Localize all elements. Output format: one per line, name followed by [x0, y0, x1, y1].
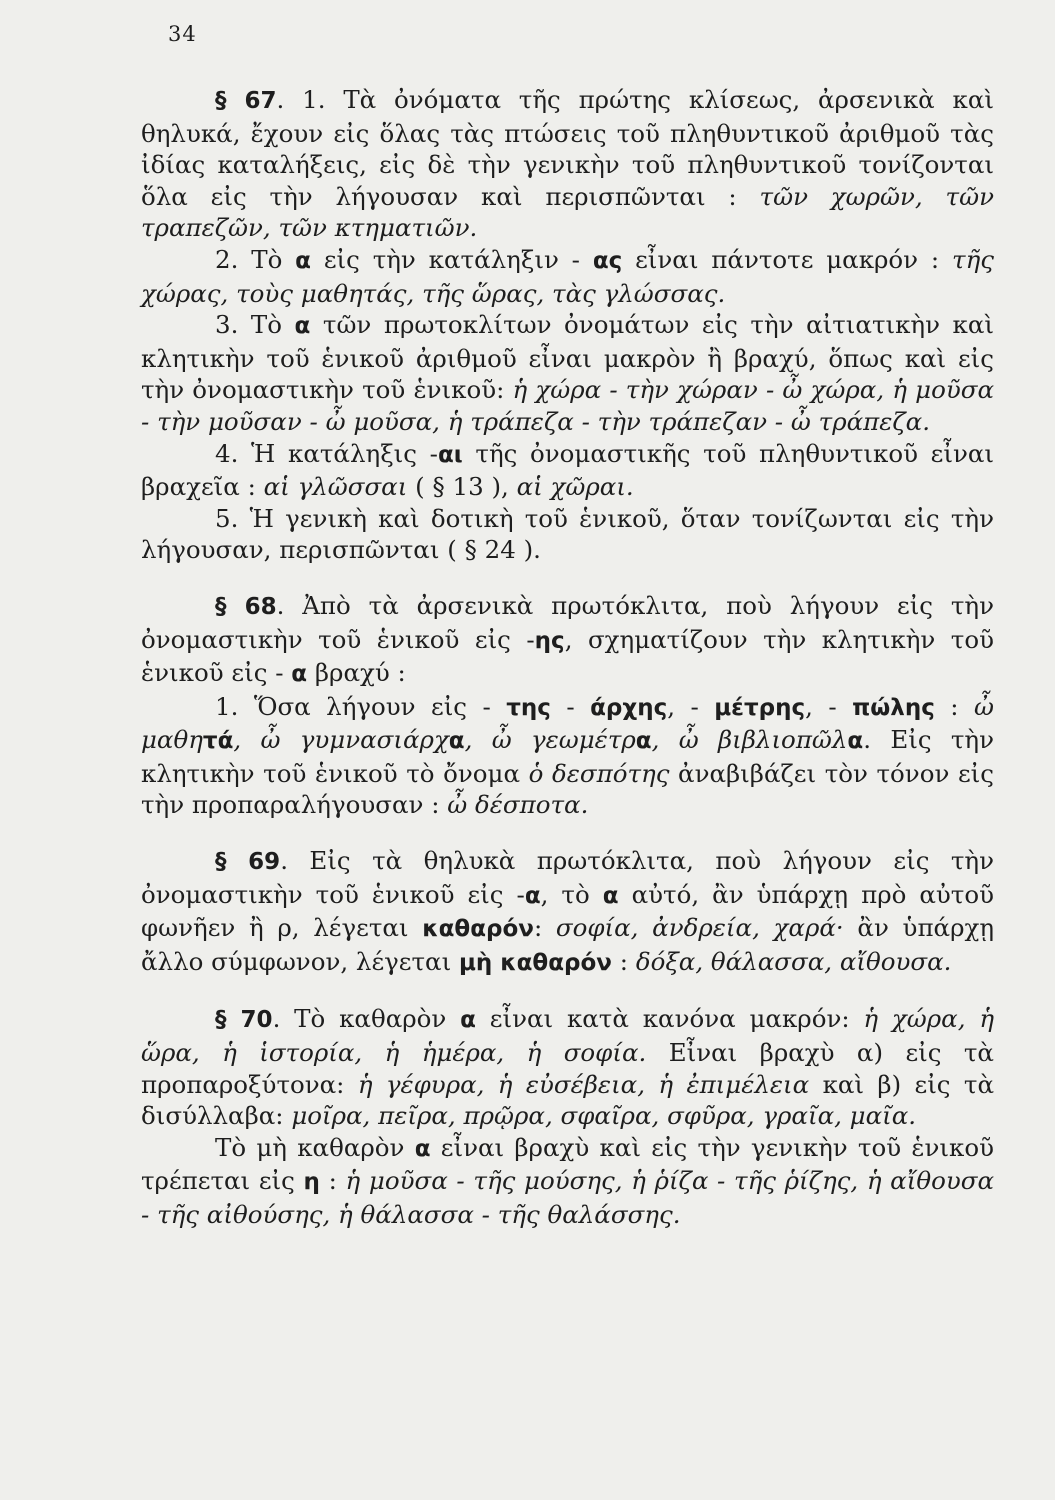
- section-mark: § 69: [215, 849, 281, 876]
- bold-text: μέτρης: [714, 694, 806, 721]
- bold-text: α: [847, 728, 864, 755]
- text: εἶναι βραχὺ καὶ εἰς τὴν γενικὴν τοῦ ἑνικοῦ τρέπεται εἰς: [141, 1132, 994, 1196]
- bold-text: αι: [437, 441, 463, 468]
- section-67-paragraph-4: [141, 438, 994, 503]
- bold-text: τά: [202, 728, 234, 755]
- section-70-paragraph-1: [141, 1003, 994, 1131]
- bold-text: α: [295, 247, 311, 274]
- section-69-paragraph: [141, 845, 994, 979]
- section-67-paragraph-1: [141, 84, 994, 244]
- text: ἂν ὑπάρχῃ ἄλλο σύμφωνον, λέγεται: [141, 913, 995, 976]
- example-text: ὦ μαθη: [141, 691, 994, 755]
- text: εἶναι πάντοτε μακρόν :: [622, 244, 953, 274]
- text: βραχύ :: [307, 658, 406, 688]
- text: ἀναβιβάζει τὸν τόνον εἰς τὴν προπαραλήγουσαν :: [141, 758, 994, 820]
- text: . Εἰς τὴν κλητικὴν τοῦ ἑνικοῦ τὸ ὄνομα: [141, 725, 994, 788]
- text: 3. Τὸ: [215, 310, 295, 340]
- example-text: ἡ χώρα, ἡ ὥρα, ἡ ἱστορία, ἡ ἡμέρα, ἡ σοφία.: [141, 1004, 994, 1068]
- text: . Τὸ καθαρὸν: [272, 1004, 461, 1034]
- example-text: μοῖρα, πεῖρα, πρῷρα, σφαῖρα, σφῦρα, γραῖα, μαῖα.: [291, 1101, 917, 1131]
- section-mark: § 67: [215, 88, 277, 114]
- bold-text: α: [448, 728, 465, 755]
- bold-text: πώλης: [852, 694, 935, 721]
- text: :: [533, 913, 556, 943]
- bold-text: η: [303, 1169, 320, 1196]
- bold-text: α: [291, 661, 308, 688]
- bold-text: ας: [592, 247, 623, 274]
- section-mark: § 70: [215, 1007, 273, 1034]
- section-67-paragraph-5: 5. Ἡ γενικὴ καὶ δοτικὴ τοῦ ἑνικοῦ, ὅταν τονίζωνται εἰς τὴν λήγουσαν, περισπῶνται ( § 24 ).: [141, 503, 994, 565]
- text: 4. Ἡ κατάληξις -: [215, 438, 438, 468]
- example-text: τῶν χωρῶν, τῶν τραπεζῶν, τῶν κτηματιῶν.: [141, 181, 994, 243]
- bold-text: α: [635, 728, 652, 755]
- text: , τὸ: [540, 879, 603, 909]
- example-text: ὁ δεσπότης: [528, 758, 670, 788]
- text: Εἶναι βραχὺ α) εἰς τὰ προπαροξύτονα:: [141, 1038, 994, 1099]
- section-67-paragraph-2: [141, 244, 994, 309]
- text: :: [934, 691, 975, 721]
- bold-text: α: [602, 882, 619, 909]
- example-text: δόξα, θάλασσα, αἴθουσα.: [635, 946, 952, 976]
- text: . Εἰς τὰ θηλυκὰ πρωτόκλιτα, ποὺ λήγουν εἰς τὴν ὀνομαστικὴν τοῦ ἑνικοῦ εἰς -: [141, 846, 995, 909]
- text: καὶ β) εἰς τὰ δισύλλαβα:: [141, 1069, 994, 1131]
- text: , -: [667, 691, 715, 721]
- text: 1. Ὅσα λήγουν εἰς -: [215, 691, 507, 721]
- example-text: ἡ μοῦσα - τῆς μούσης, ἡ ῥίζα - τῆς ῥίζης, ἡ αἴθουσα - τῆς αἰθούσης, ἡ θάλασσα - τῆς θαλάσσης.: [141, 1166, 994, 1229]
- section-68-paragraph-1: [141, 590, 994, 691]
- bold-text: καθαρόν: [422, 916, 534, 943]
- example-text: σοφία, ἀνδρεία, χαρά·: [555, 913, 844, 943]
- example-text: τῆς χώρας, τοὺς μαθητάς, τῆς ὥρας, τὰς γλώσσας.: [141, 244, 994, 308]
- text: . 1. Τὰ ὀνόματα τῆς πρώτης κλίσεως, ἀρσενικὰ καὶ θηλυκά, ἔχουν εἰς ὅλας τὰς πτώσεις τοῦ πληθυντικοῦ ἀριθμοῦ τὰς ἰδίας καταλήξεις, εἰς δὲ τὴν γενικὴν τοῦ πληθυντικοῦ τονίζονται ὅλα εἰς τὴν λήγουσαν καὶ περισπῶνται :: [141, 85, 994, 211]
- example-text: ὦ δέσποτα.: [447, 790, 589, 820]
- bold-text: α: [524, 882, 541, 909]
- text: εἶναι κατὰ κανόνα μακρόν:: [475, 1004, 864, 1034]
- text: -: [550, 691, 591, 721]
- bold-text: α: [294, 313, 311, 340]
- example-text: αἱ χῶραι.: [516, 472, 634, 502]
- example-text: , ὦ γυμνασιάρχ: [233, 725, 449, 755]
- text: . Ἀπὸ τὰ ἀρσενικὰ πρωτόκλιτα, ποὺ λήγουν εἰς τὴν ὀνομαστικὴν τοῦ ἑνικοῦ εἰς -: [141, 590, 995, 654]
- bold-text: α: [460, 1007, 476, 1034]
- example-text: ἡ χώρα - τὴν χώραν - ὦ χώρα, ἡ μοῦσα - τὴν μοῦσαν - ὦ μοῦσα, ἡ τράπεζα - τὴν τράπεζαν - ὦ τράπεζα.: [141, 375, 994, 436]
- section-68-paragraph-2: [141, 691, 994, 821]
- bold-text: της: [506, 694, 551, 721]
- bold-text: άρχης: [590, 694, 668, 721]
- page-number: 34: [168, 22, 197, 46]
- section-70-paragraph-2: [141, 1132, 994, 1231]
- text: αὐτό, ἂν ὑπάρχῃ πρὸ αὐτοῦ φωνῆεν ἢ ρ, λέγεται: [141, 879, 994, 943]
- text: , -: [805, 691, 853, 721]
- bold-text: α: [414, 1135, 431, 1162]
- section-mark: § 68: [215, 593, 277, 620]
- text: Τὸ μὴ καθαρὸν: [215, 1132, 415, 1162]
- text: τῶν πρωτοκλίτων ὀνομάτων εἰς τὴν αἰτιατικὴν καὶ κλητικὴν τοῦ ἑνικοῦ ἀριθμοῦ εἶναι μακρὸν ἢ βραχύ, ὅπως καὶ εἰς τὴν ὀνομαστικὴν τοῦ ἑνικοῦ:: [141, 310, 994, 405]
- page-body: [141, 84, 994, 1231]
- bold-text: μὴ καθαρόν: [458, 949, 612, 976]
- example-text: αἱ γλῶσσαι: [263, 472, 408, 502]
- example-text: , ὦ γεωμέτρ: [464, 725, 636, 755]
- text: :: [611, 946, 636, 976]
- text: ( § 13 ),: [407, 472, 517, 502]
- example-text: , ὦ βιβλιοπῶλ: [651, 725, 848, 755]
- section-67-paragraph-3: [141, 309, 994, 437]
- example-text: ἡ γέφυρα, ἡ εὐσέβεια, ἡ ἐπιμέλεια: [357, 1069, 810, 1099]
- text: 2. Τὸ: [215, 244, 296, 274]
- text: τῆς ὀνομαστικῆς τοῦ πληθυντικοῦ εἶναι βραχεῖα :: [141, 438, 995, 502]
- bold-text: ης: [534, 627, 565, 654]
- text: , σχηματίζουν τὴν κλητικὴν τοῦ ἑνικοῦ εἰς -: [141, 624, 994, 688]
- text: εἰς τὴν κατάληξιν -: [310, 244, 593, 274]
- text: :: [319, 1166, 346, 1196]
